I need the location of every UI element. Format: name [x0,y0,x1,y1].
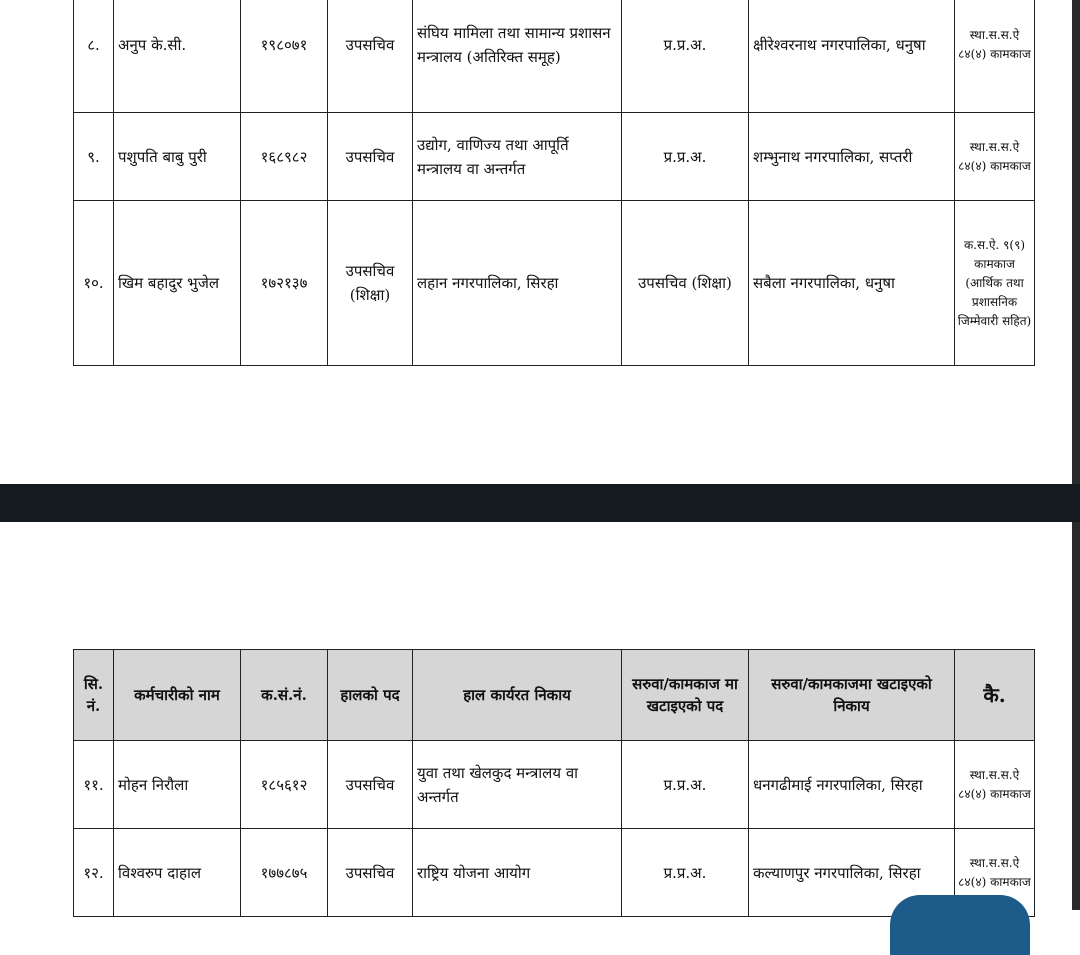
header-current-post: हालको पद [328,650,413,741]
employee-code: १८५६१२ [241,741,328,829]
current-post: उपसचिव [328,829,413,917]
assigned-office: क्षीरेश्वरनाथ नगरपालिका, धनुषा [749,0,955,113]
table-row [74,829,1035,917]
employee-code: १७७८७५ [241,829,328,917]
assigned-office: धनगढीमाई नगरपालिका, सिरहा [749,741,955,829]
serial-number: ८. [74,0,114,113]
assigned-post: प्र.प्र.अ. [622,741,749,829]
remarks: स्था.स.स.ऐ ८४(४) कामकाज [955,829,1035,917]
current-office: युवा तथा खेलकुद मन्त्रालय वा अन्तर्गत [413,741,622,829]
header-serial-number: सि. नं. [74,650,114,741]
remarks: स्था.स.स.ऐ ८४(४) कामकाज [955,113,1035,201]
current-post: उपसचिव [328,0,413,113]
assigned-office: कल्याणपुर नगरपालिका, सिरहा [749,829,955,917]
header-employee-name: कर्मचारीको नाम [114,650,241,741]
serial-number: ११. [74,741,114,829]
current-office: लहान नगरपालिका, सिरहा [413,201,622,366]
employee-name: विश्वरुप दाहाल [114,829,241,917]
employee-code: १७२१३७ [241,201,328,366]
current-office: राष्ट्रिय योजना आयोग [413,829,622,917]
current-office: संघिय मामिला तथा सामान्य प्रशासन मन्त्रालय (अतिरिक्त समूह) [413,0,622,113]
table-row [74,741,1035,829]
transfer-table-page-1 [73,0,1035,366]
assigned-post: प्र.प्र.अ. [622,113,749,201]
table-row [74,201,1035,366]
table-row [74,0,1035,113]
table-header-row [74,650,1035,741]
employee-name: पशुपति बाबु पुरी [114,113,241,201]
employee-name: मोहन निरौला [114,741,241,829]
page-edge-lower [1072,522,1080,910]
current-office: उद्योग, वाणिज्य तथा आपूर्ति मन्त्रालय वा अन्तर्गत [413,113,622,201]
employee-name: खिम बहादुर भुजेल [114,201,241,366]
assigned-post: उपसचिव (शिक्षा) [622,201,749,366]
floating-action-button[interactable] [890,895,1030,955]
assigned-office: सबैला नगरपालिका, धनुषा [749,201,955,366]
assigned-post: प्र.प्र.अ. [622,829,749,917]
assigned-post: प्र.प्र.अ. [622,0,749,113]
current-post: उपसचिव (शिक्षा) [328,201,413,366]
serial-number: ९. [74,113,114,201]
header-assigned-post: सरुवा/कामकाज मा खटाइएको पद [622,650,749,741]
header-current-office: हाल कार्यरत निकाय [413,650,622,741]
employee-name: अनुप के.सी. [114,0,241,113]
serial-number: १२. [74,829,114,917]
header-remarks: कै. [955,650,1035,741]
current-post: उपसचिव [328,113,413,201]
remarks: स्था.स.स.ऐ ८४(४) कामकाज [955,0,1035,113]
header-employee-code: क.सं.नं. [241,650,328,741]
employee-code: १६८९८२ [241,113,328,201]
serial-number: १०. [74,201,114,366]
header-assigned-office: सरुवा/कामकाजमा खटाइएको निकाय [749,650,955,741]
transfer-table-page-2 [73,649,1035,917]
employee-code: १९८०७१ [241,0,328,113]
current-post: उपसचिव [328,741,413,829]
remarks: क.स.ऐ. ९(९) कामकाज (आर्थिक तथा प्रशासनिक जिम्मेवारी सहित) [955,201,1035,366]
page-separator-band [0,484,1080,522]
remarks: स्था.स.स.ऐ ८४(४) कामकाज [955,741,1035,829]
table-row [74,113,1035,201]
page-edge-upper [1072,0,1080,484]
assigned-office: शम्भुनाथ नगरपालिका, सप्तरी [749,113,955,201]
